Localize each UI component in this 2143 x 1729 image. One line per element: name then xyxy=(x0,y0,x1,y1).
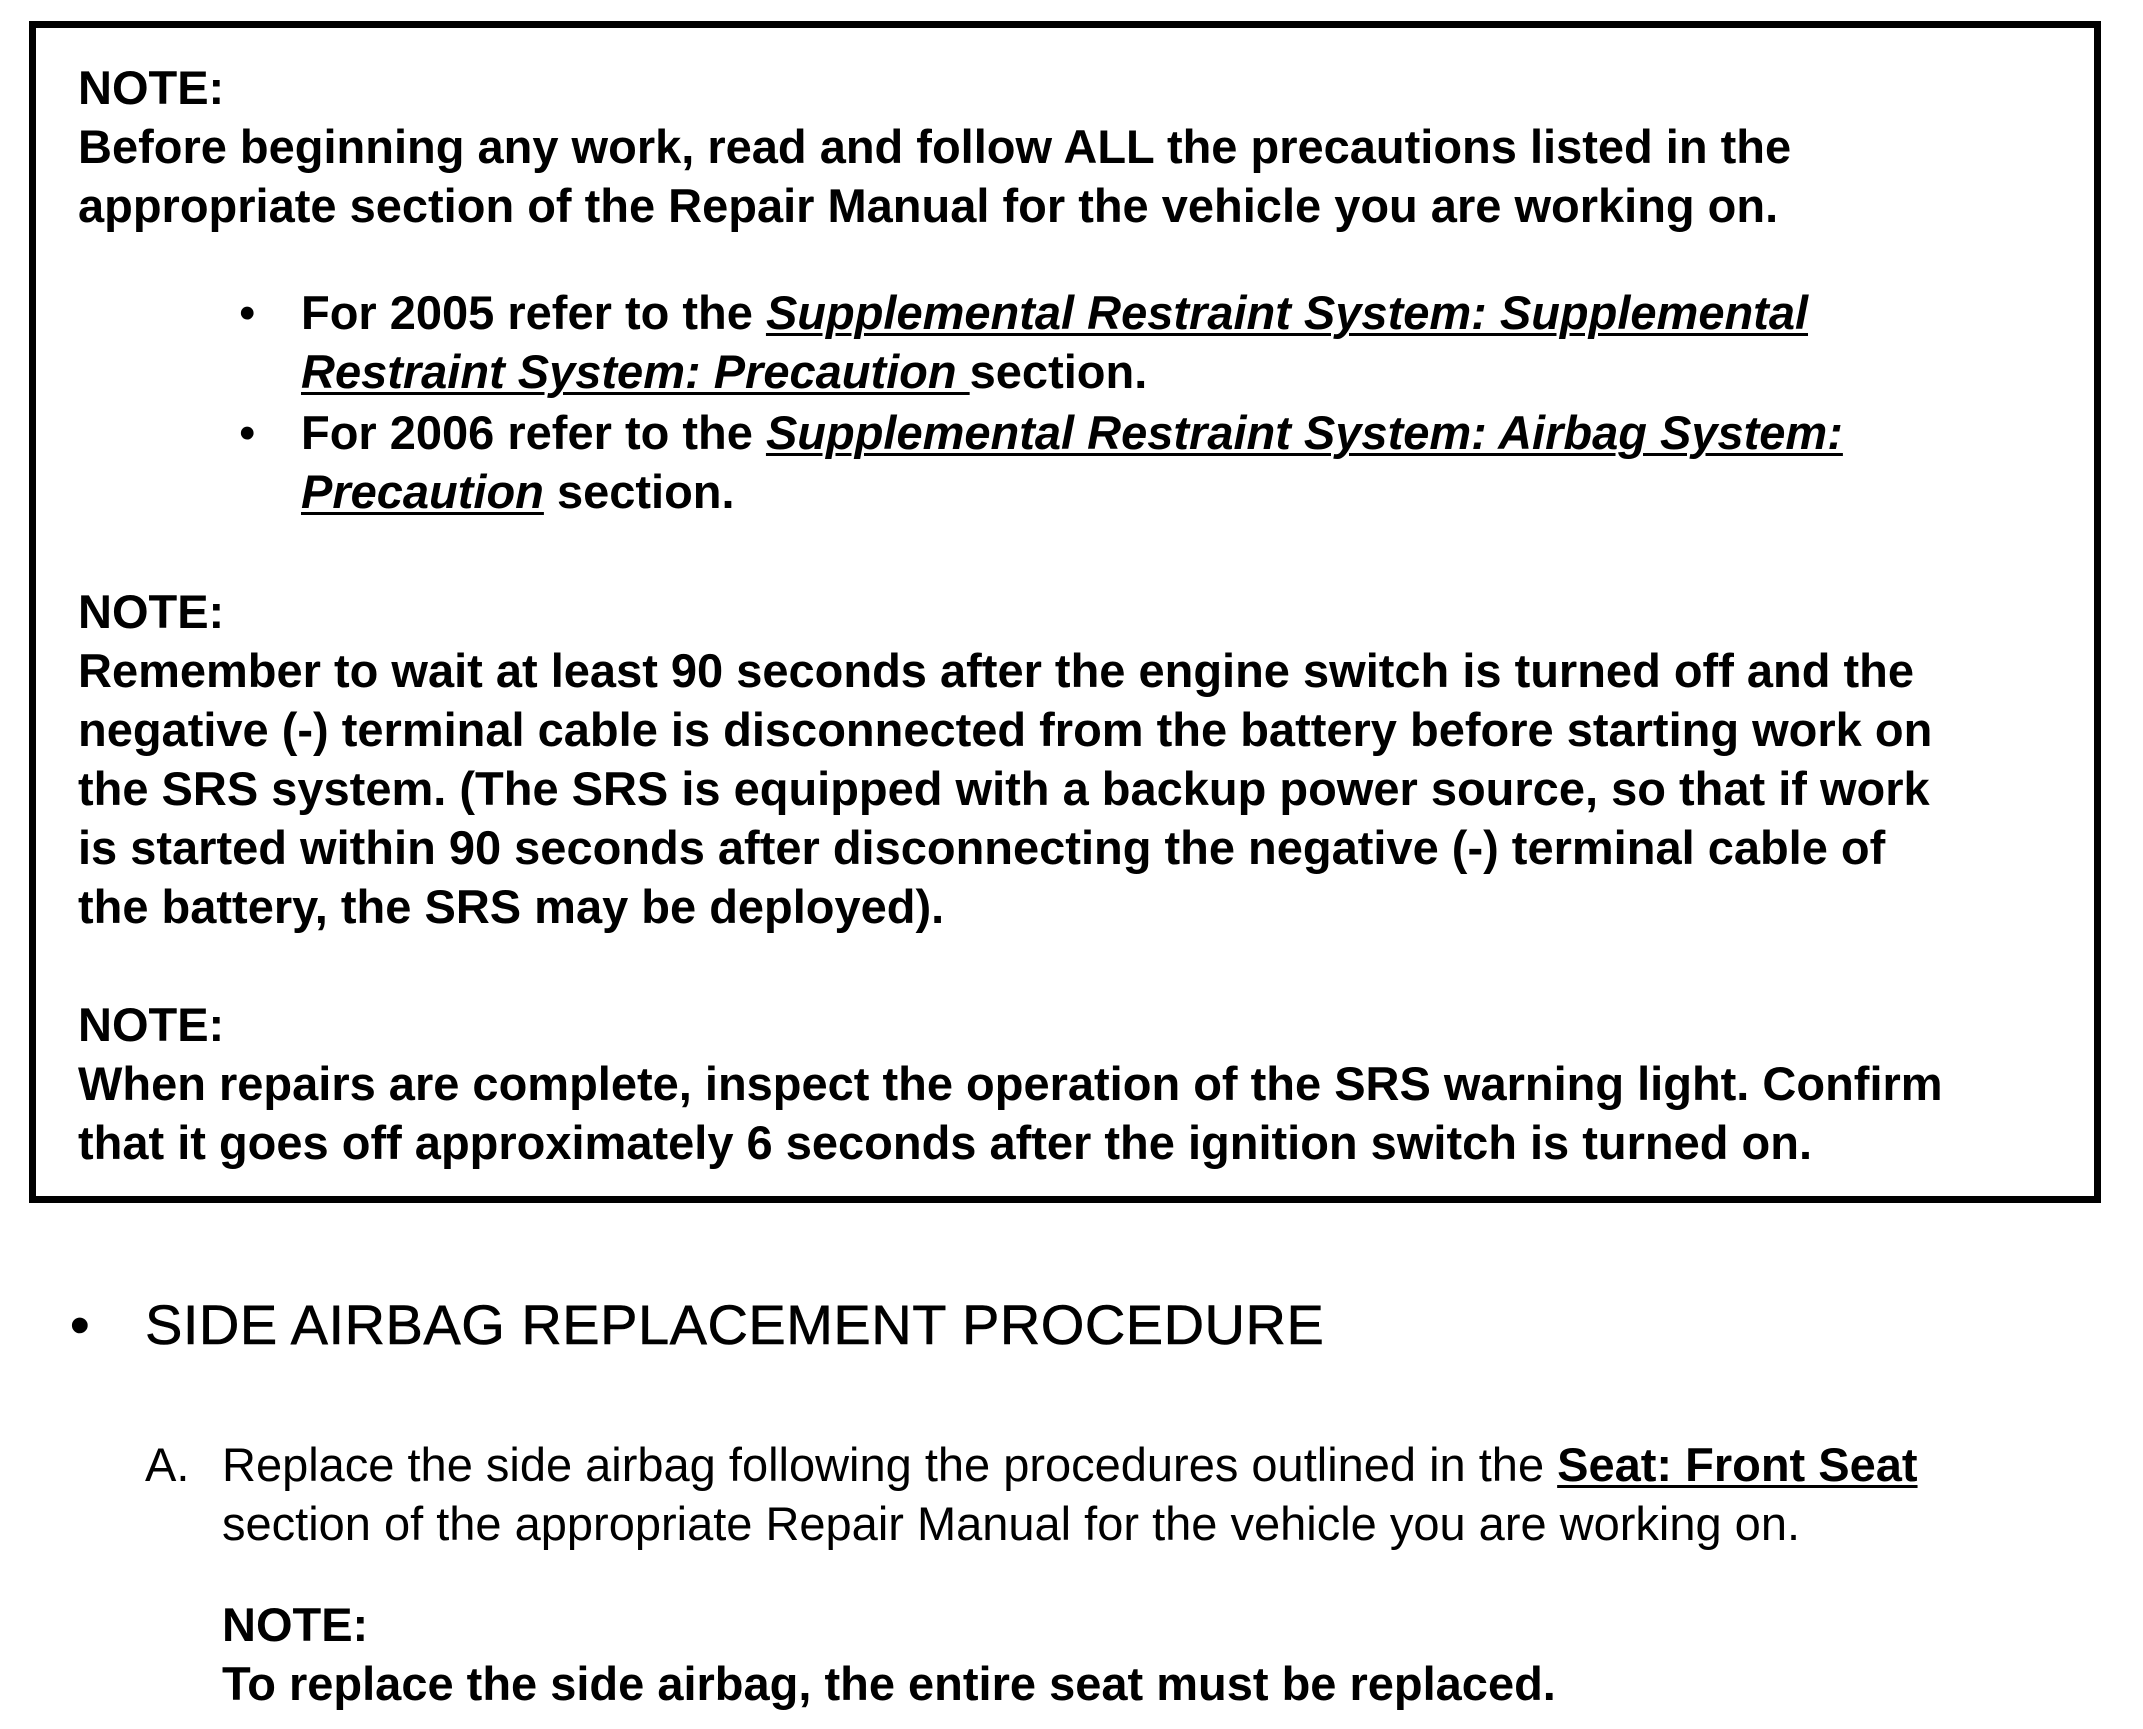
step-note-heading: NOTE: xyxy=(222,1598,369,1651)
bullet-icon: • xyxy=(239,406,256,459)
spacer xyxy=(78,235,2054,283)
reference-prefix: For 2005 refer to the xyxy=(301,286,766,339)
note-body-2-line-4: is started within 90 seconds after disconnecting the negative (-) terminal cable of xyxy=(78,821,1886,874)
seat-front-seat-link[interactable]: Seat: Front Seat xyxy=(1557,1438,1918,1491)
bullet-icon: • xyxy=(239,286,256,339)
step-letter: A. xyxy=(145,1438,190,1491)
step-note-body: To replace the side airbag, the entire seat must be replaced. xyxy=(222,1657,1556,1710)
section-title: SIDE AIRBAG REPLACEMENT PROCEDURE xyxy=(145,1293,1325,1356)
reference-link-2005-part1[interactable]: Supplemental Restraint System: Supplemental xyxy=(765,286,1809,339)
procedure-section xyxy=(70,1290,2070,1713)
note-body-2-line-5: the battery, the SRS may be deployed). xyxy=(78,880,945,933)
reference-item-2005 xyxy=(239,283,2054,401)
reference-link-2006-part1[interactable]: Supplemental Restraint System: Airbag System: xyxy=(765,406,1843,459)
reference-list xyxy=(78,283,2054,521)
precautions-note-box xyxy=(29,21,2101,1203)
note-body-3-line-2: that it goes off approximately 6 seconds after the ignition switch is turned on. xyxy=(78,1116,1812,1169)
reference-suffix: section. xyxy=(969,345,1148,398)
note-heading-2: NOTE: xyxy=(78,585,225,638)
note-body-2-line-2: negative (-) terminal cable is disconnected from the battery before starting work on xyxy=(78,703,1933,756)
note-body-1-line-2: appropriate section of the Repair Manual for the vehicle you are working on. xyxy=(78,179,1779,232)
note-heading-3: NOTE: xyxy=(78,998,225,1051)
step-text-line-2: section of the appropriate Repair Manual for the vehicle you are working on. xyxy=(222,1497,1801,1550)
step-note xyxy=(70,1595,2070,1713)
reference-prefix: For 2006 refer to the xyxy=(301,406,766,459)
note-heading-1: NOTE: xyxy=(78,61,225,114)
spacer xyxy=(78,523,2054,582)
spacer xyxy=(78,936,2054,995)
reference-item-2006 xyxy=(239,403,2054,521)
note-body-1-line-1: Before beginning any work, read and follow ALL the precautions listed in the xyxy=(78,120,1792,173)
reference-suffix: section. xyxy=(543,465,735,518)
section-heading xyxy=(70,1290,2070,1360)
note-body-3-line-1: When repairs are complete, inspect the operation of the SRS warning light. Confirm xyxy=(78,1057,1943,1110)
reference-link-2005-part2[interactable]: Restraint System: Precaution xyxy=(301,345,970,398)
bullet-icon: • xyxy=(70,1293,91,1356)
note-body-2-line-3: the SRS system. (The SRS is equipped with a backup power source, so that if work xyxy=(78,762,1930,815)
step-a xyxy=(70,1435,2070,1553)
step-text-line-1: Replace the side airbag following the procedures outlined in the xyxy=(222,1438,1558,1491)
reference-link-2006-part2[interactable]: Precaution xyxy=(301,465,544,518)
note-body-2-line-1: Remember to wait at least 90 seconds after the engine switch is turned off and the xyxy=(78,644,1915,697)
